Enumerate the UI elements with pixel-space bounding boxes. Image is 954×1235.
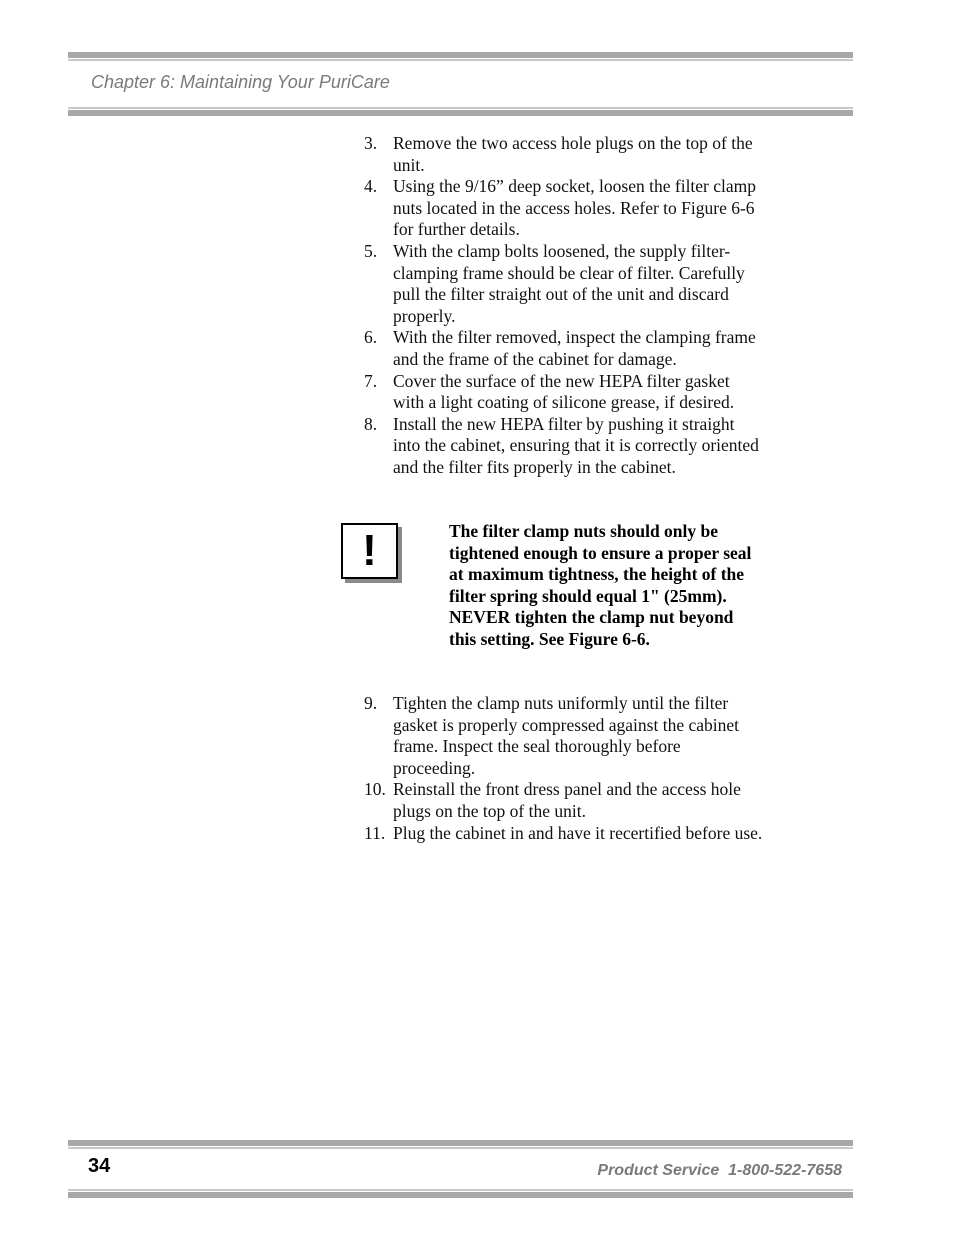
step-text: With the clamp bolts loosened, the supply filter-clamping frame should be clear of filter. Carefully pull the filter straight out of the unit and discard properly. — [393, 240, 745, 326]
page-number: 34 — [88, 1155, 111, 1177]
footer-bottom-rule — [68, 1192, 853, 1198]
chapter-title: Chapter 6: Maintaining Your PuriCare — [91, 72, 390, 92]
footer-top-rule — [68, 1140, 853, 1146]
step-text: Using the 9/16” deep socket, loosen the filter clamp nuts located in the access holes. Refer to Figure 6-6 for further details. — [393, 176, 757, 240]
step-text: Reinstall the front dress panel and the access hole plugs on the top of the unit. — [393, 779, 741, 821]
header-bottom-rule — [68, 110, 853, 116]
step-number: 7. — [364, 370, 378, 391]
step-text: Install the new HEPA filter by pushing it straight into the cabinet, ensuring that it is correctly oriented and the filter fits properly in the cabinet. — [393, 413, 759, 477]
exclamation-icon: ! — [362, 526, 377, 575]
list-item — [364, 693, 764, 779]
step-text: Remove the two access hole plugs on the top of the unit. — [393, 133, 753, 175]
footer-bottom-rule-thin — [68, 1189, 853, 1191]
warning-text: The filter clamp nuts should only be tightened enough to ensure a proper seal at maximum tightness, the height of the filter spring should equal 1" (25mm). NEVER tighten the clamp nut beyond this setting. See Figure 6-6. — [449, 521, 752, 649]
procedure-steps-part1 — [364, 133, 764, 479]
list-item — [364, 823, 764, 845]
list-item — [364, 779, 764, 822]
step-number: 9. — [364, 693, 378, 713]
step-text: Plug the cabinet in and have it recertified before use. — [393, 822, 763, 843]
step-number: 5. — [364, 240, 378, 261]
header-top-rule-thin — [68, 59, 853, 61]
header-top-rule — [68, 52, 853, 58]
step-number: 11. — [364, 822, 386, 843]
list-item — [364, 371, 764, 414]
step-number: 8. — [364, 413, 378, 434]
list-item — [364, 327, 764, 370]
list-item — [364, 133, 764, 176]
list-item — [364, 176, 764, 241]
header-bottom-rule-thin — [68, 107, 853, 109]
list-item — [364, 241, 764, 327]
step-number: 6. — [364, 327, 378, 348]
procedure-steps-part2 — [364, 693, 764, 844]
product-service-phone: Product Service 1-800-522-7658 — [597, 1162, 842, 1179]
step-text: Cover the surface of the new HEPA filter gasket with a light coating of silicone grease, if desired. — [393, 370, 735, 413]
step-number: 4. — [364, 176, 378, 197]
step-number: 10. — [364, 779, 386, 800]
step-text: Tighten the clamp nuts uniformly until the filter gasket is properly compressed against the cabinet frame. Inspect the seal thoroughly before proceeding. — [393, 693, 740, 778]
step-number: 3. — [364, 133, 378, 153]
footer-top-rule-thin — [68, 1147, 853, 1149]
list-item — [364, 414, 764, 479]
step-text: With the filter removed, inspect the clamping frame and the frame of the cabinet for damage. — [393, 327, 756, 369]
warning-icon-box — [341, 523, 398, 579]
